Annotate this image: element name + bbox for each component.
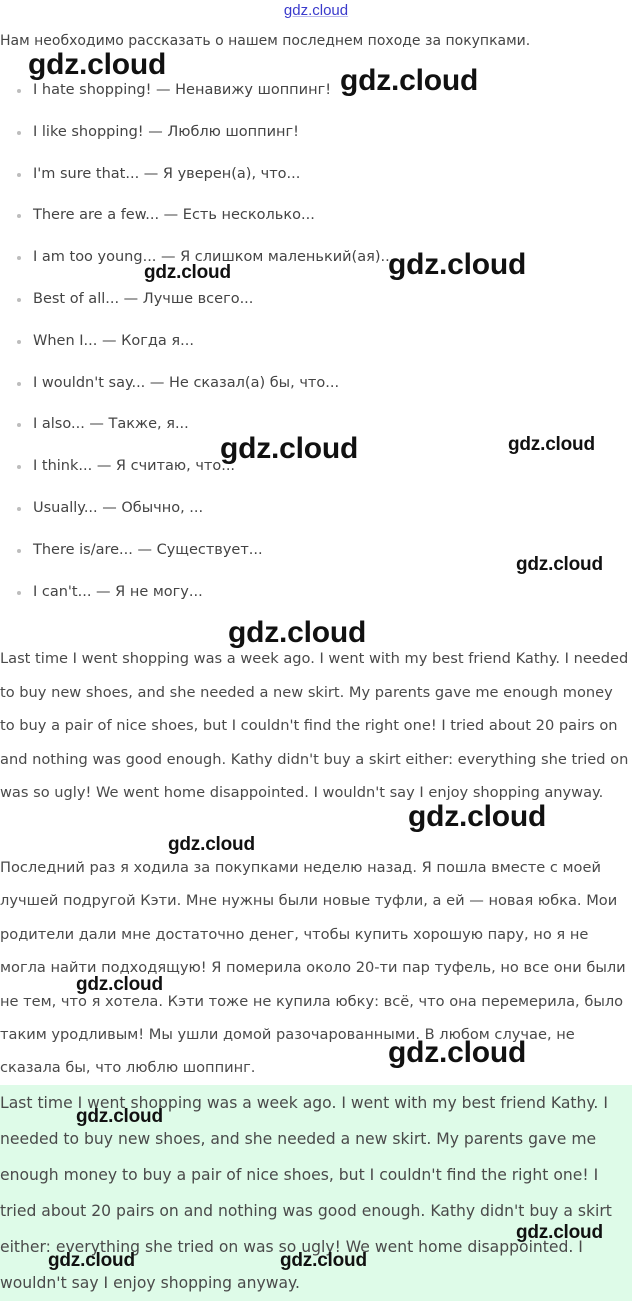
bullet-icon bbox=[17, 507, 21, 511]
list-item: I like shopping! — Люблю шоппинг! bbox=[0, 112, 632, 154]
watermark: gdz.cloud bbox=[516, 554, 603, 575]
story-english: Last time I went shopping was a week ago. I went with my best friend Kathy. I needed to buy new shoes, and she needed a new skirt. My parents gave me enough money to buy a pair of nice shoes, but I couldn't find the right one! I tried about 20 pairs on and nothing was good enough. Kathy didn't buy a skirt either: everything she tried on was so ugly! We went home disappointed. I wouldn't say I enjoy shopping anyway. bbox=[0, 650, 629, 802]
bullet-icon bbox=[17, 340, 21, 344]
watermark: gdz.cloud bbox=[144, 262, 231, 283]
bullet-icon bbox=[17, 465, 21, 469]
list-item: I'm sure that... — Я уверен(а), что... bbox=[0, 154, 632, 196]
list-item: When I... — Когда я... bbox=[0, 321, 632, 363]
list-item: I can't... — Я не могу... bbox=[0, 572, 632, 614]
watermark: gdz.cloud bbox=[280, 1250, 367, 1271]
bullet-icon bbox=[17, 131, 21, 135]
watermark: gdz.cloud bbox=[220, 432, 359, 465]
watermark: gdz.cloud bbox=[76, 974, 163, 995]
watermark: gdz.cloud bbox=[388, 1036, 527, 1069]
watermark: gdz.cloud bbox=[408, 800, 547, 833]
list-item: I wouldn't say... — Не сказал(а) бы, что... bbox=[0, 363, 632, 405]
bullet-icon bbox=[17, 382, 21, 386]
watermark: gdz.cloud bbox=[48, 1250, 135, 1271]
bullet-icon bbox=[17, 591, 21, 595]
watermark: gdz.cloud bbox=[228, 616, 367, 649]
site-watermark-link[interactable]: gdz.cloud bbox=[283, 2, 349, 19]
story-russian: Последний раз я ходила за покупками неделю назад. Я пошла вместе с моей лучшей подругой Кэти. Мне нужны были новые туфли, а ей — новая юбка. Мои родители дали мне достаточно денег, чтобы купить хорошую пару, но я не могла найти подходящую! Я померила около 20-ти пар туфель, но все они были не тем, что я хотела. Кэти тоже не купила юбку: всё, что она перемерила, было таким уродливым! Мы ушли домой разочарованными. В любом случае, не сказала бы, что люблю шоппинг. bbox=[0, 859, 626, 1077]
watermark: gdz.cloud bbox=[340, 64, 479, 97]
list-item: Best of all... — Лучше всего... bbox=[0, 279, 632, 321]
list-item: I am too young... — Я слишком маленький(ая)... bbox=[0, 237, 632, 279]
bullet-icon bbox=[17, 423, 21, 427]
watermark: gdz.cloud bbox=[76, 1106, 163, 1127]
bullet-icon bbox=[17, 214, 21, 218]
list-item: There are a few... — Есть несколько... bbox=[0, 195, 632, 237]
list-item: I also... — Также, я... bbox=[0, 404, 632, 446]
bullet-icon bbox=[17, 256, 21, 260]
list-item: I think... — Я считаю, что... bbox=[0, 446, 632, 488]
watermark: gdz.cloud bbox=[28, 48, 167, 81]
phrase-list bbox=[0, 70, 632, 613]
bullet-icon bbox=[17, 89, 21, 93]
bullet-icon bbox=[17, 298, 21, 302]
list-item: There is/are... — Существует... bbox=[0, 530, 632, 572]
answer-text: Last time I went shopping was a week ago. I went with my best friend Kathy. I needed to buy new shoes, and she needed a new skirt. My parents gave me enough money to buy a pair of nice shoes, but I couldn't find the right one! I tried about 20 pairs on and nothing was good enough. Kathy didn't buy a skirt either: everything she tried on was so ugly! We went home disappointed. I wouldn't say I enjoy shopping anyway. bbox=[0, 1094, 612, 1292]
watermark: gdz.cloud bbox=[388, 248, 527, 281]
watermark: gdz.cloud bbox=[516, 1222, 603, 1243]
bullet-icon bbox=[17, 173, 21, 177]
bullet-icon bbox=[17, 549, 21, 553]
watermark: gdz.cloud bbox=[508, 434, 595, 455]
watermark: gdz.cloud bbox=[168, 834, 255, 855]
list-item: Usually... — Обычно, ... bbox=[0, 488, 632, 530]
task-intro: Нам необходимо рассказать о нашем последнем походе за покупками. bbox=[0, 33, 531, 49]
list-item: I hate shopping! — Ненавижу шоппинг! bbox=[0, 70, 632, 112]
